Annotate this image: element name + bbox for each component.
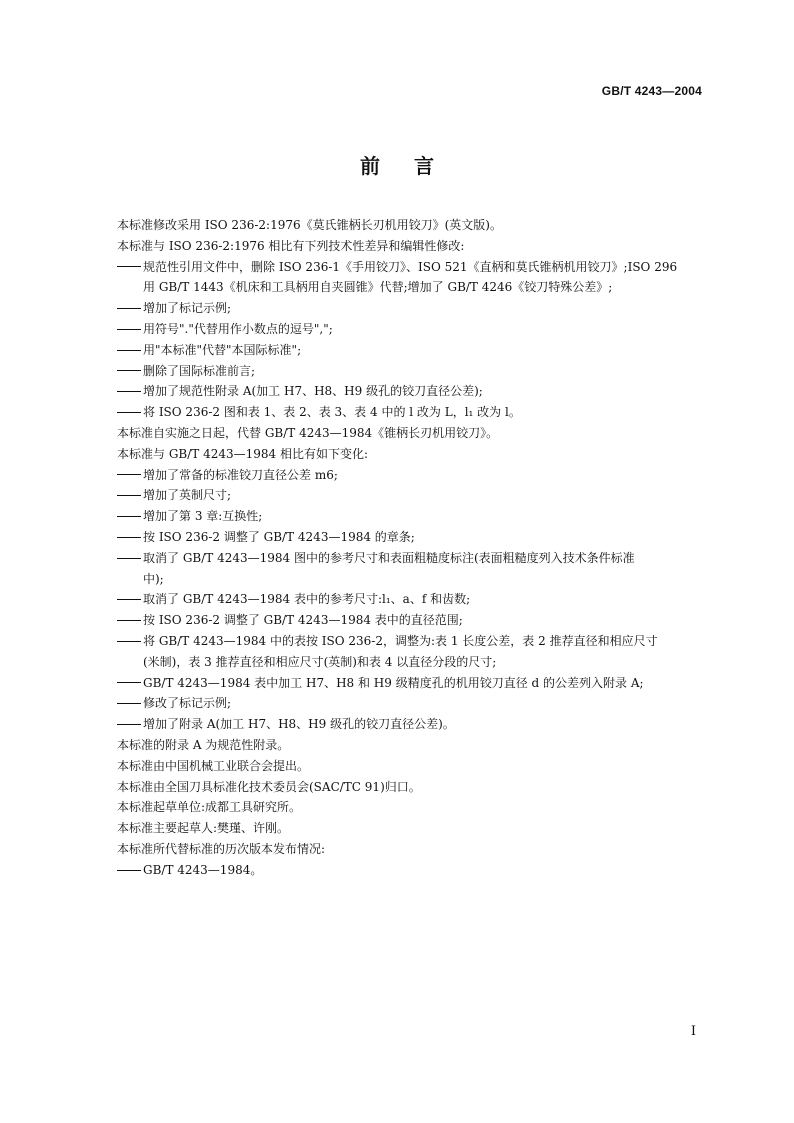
list-item-line: 将 GB/T 4243—1984 中的表按 ISO 236-2，调整为:表 1 长度公差，表 2 推荐直径和相应尺寸 [143,633,658,648]
list-item-line: 用符号"."代替用作小数点的逗号","; [143,321,333,336]
paragraph-line: 本标准由中国机械工业联合会提出。 [117,758,310,773]
list-item-line: 增加了标记示例; [143,301,232,316]
em-dash-marker [117,361,143,382]
list-item-line: 增加了英制尺寸; [143,488,232,503]
list-item [117,361,707,382]
list-item-continuation: 中); [143,571,164,586]
page-title: 前言 [360,154,468,178]
list-item-line: 取消了 GB/T 4243—1984 图中的参考尺寸和表面粗糙度标注(表面粗糙度列入技术条件标准 [143,550,635,565]
em-dash-marker [117,610,143,631]
list-item-line: 删除了国际标准前言; [143,363,256,378]
list-item-text [143,465,707,486]
paragraph-line: 本标准主要起草人:樊瑾、许刚。 [117,821,290,836]
list-item [117,298,707,319]
list-item-continuation: (米制)，表 3 推荐直径和相应尺寸(英制)和表 4 以直径分段的尺寸; [143,654,497,669]
list-item [117,506,707,527]
list-item-line: 取消了 GB/T 4243—1984 表中的参考尺寸:l₁、a、f 和齿数; [143,592,471,607]
paragraph-line: 本标准自实施之日起，代替 GB/T 4243—1984《锥柄长刃机用铰刀》。 [117,425,499,440]
list-item-line: GB/T 4243—1984。 [143,862,263,877]
em-dash-marker [117,589,143,610]
list-item [117,673,707,694]
list-item-text [143,485,707,506]
list-item-line: 用"本标准"代替"本国际标准"; [143,342,302,357]
list-item-text [143,257,707,299]
list-item-text [143,527,707,548]
page-number: I [690,1024,696,1039]
list-item-text [143,631,707,673]
list-item [117,631,707,673]
list-item-line: 规范性引用文件中，删除 ISO 236-1《手用铰刀》、ISO 521《直柄和莫氏锥柄机用铰刀》;ISO 296 [143,259,678,274]
paragraph-line: 本标准与 GB/T 4243—1984 相比有如下变化: [117,446,369,461]
foreword-body [117,215,707,881]
list-item [117,485,707,506]
standard-code: GB/T 4243—2004 [601,84,702,98]
list-item-text [143,610,707,631]
em-dash-marker [117,340,143,361]
em-dash-marker [117,381,143,402]
list-item-line: 将 ISO 236-2 图和表 1、表 2、表 3、表 4 中的 l 改为 L，l₁ 改为 l。 [143,405,521,420]
em-dash-marker [117,319,143,340]
list-item-line: GB/T 4243—1984 表中加工 H7、H8 和 H9 级精度孔的机用铰刀直径 d 的公差列入附录 A; [143,675,644,690]
list-item [117,548,707,590]
list-item-text [143,381,707,402]
em-dash-marker [117,548,143,569]
list-item-line: 按 ISO 236-2 调整了 GB/T 4243—1984 的章条; [143,529,415,544]
paragraph-line: 本标准由全国刀具标准化技术委员会(SAC/TC 91)归口。 [117,779,421,794]
list-item [117,610,707,631]
list-item [117,714,707,735]
list-item-text [143,860,707,881]
list-item [117,589,707,610]
list-item-continuation: 用 GB/T 1443《机床和工具柄用自夹圆锥》代替;增加了 GB/T 4246《铰刀特殊公差》; [143,280,613,295]
list-item [117,527,707,548]
em-dash-marker [117,527,143,548]
list-item-text [143,589,707,610]
list-item [117,465,707,486]
em-dash-marker [117,257,143,278]
em-dash-marker [117,465,143,486]
list-item-line: 修改了标记示例; [143,696,232,711]
list-item-line: 增加了规范性附录 A(加工 H7、H8、H9 级孔的铰刀直径公差); [143,384,483,399]
list-item-text [143,319,707,340]
list-item-text [143,340,707,361]
em-dash-marker [117,860,143,881]
list-item-text [143,693,707,714]
list-item-text [143,548,707,590]
list-item-line: 按 ISO 236-2 调整了 GB/T 4243—1984 表中的直径范围; [143,613,463,628]
list-item-text [143,714,707,735]
paragraph-line: 本标准的附录 A 为规范性附录。 [117,737,290,752]
em-dash-marker [117,298,143,319]
list-item [117,693,707,714]
em-dash-marker [117,673,143,694]
em-dash-marker [117,485,143,506]
list-item-text [143,673,707,694]
list-item-line: 增加了附录 A(加工 H7、H8、H9 级孔的铰刀直径公差)。 [143,717,455,732]
list-item-text [143,402,707,423]
list-item [117,319,707,340]
list-item-text [143,506,707,527]
paragraph-line: 本标准所代替标准的历次版本发布情况: [117,841,326,856]
list-item-text [143,298,707,319]
list-item-text [143,361,707,382]
em-dash-marker [117,631,143,652]
em-dash-marker [117,402,143,423]
list-item [117,340,707,361]
em-dash-marker [117,693,143,714]
list-item [117,257,707,299]
list-item [117,402,707,423]
list-item-line: 增加了常备的标准铰刀直径公差 m6; [143,467,338,482]
list-item-line: 增加了第 3 章:互换性; [143,509,263,524]
paragraph-line: 本标准起草单位:成都工具研究所。 [117,800,302,815]
list-item [117,381,707,402]
em-dash-marker [117,506,143,527]
list-item [117,860,707,881]
paragraph-line: 本标准修改采用 ISO 236-2:1976《莫氏锥柄长刃机用铰刀》(英文版)。 [117,218,502,232]
em-dash-marker [117,714,143,735]
paragraph-line: 本标准与 ISO 236-2:1976 相比有下列技术性差异和编辑性修改: [117,238,465,253]
